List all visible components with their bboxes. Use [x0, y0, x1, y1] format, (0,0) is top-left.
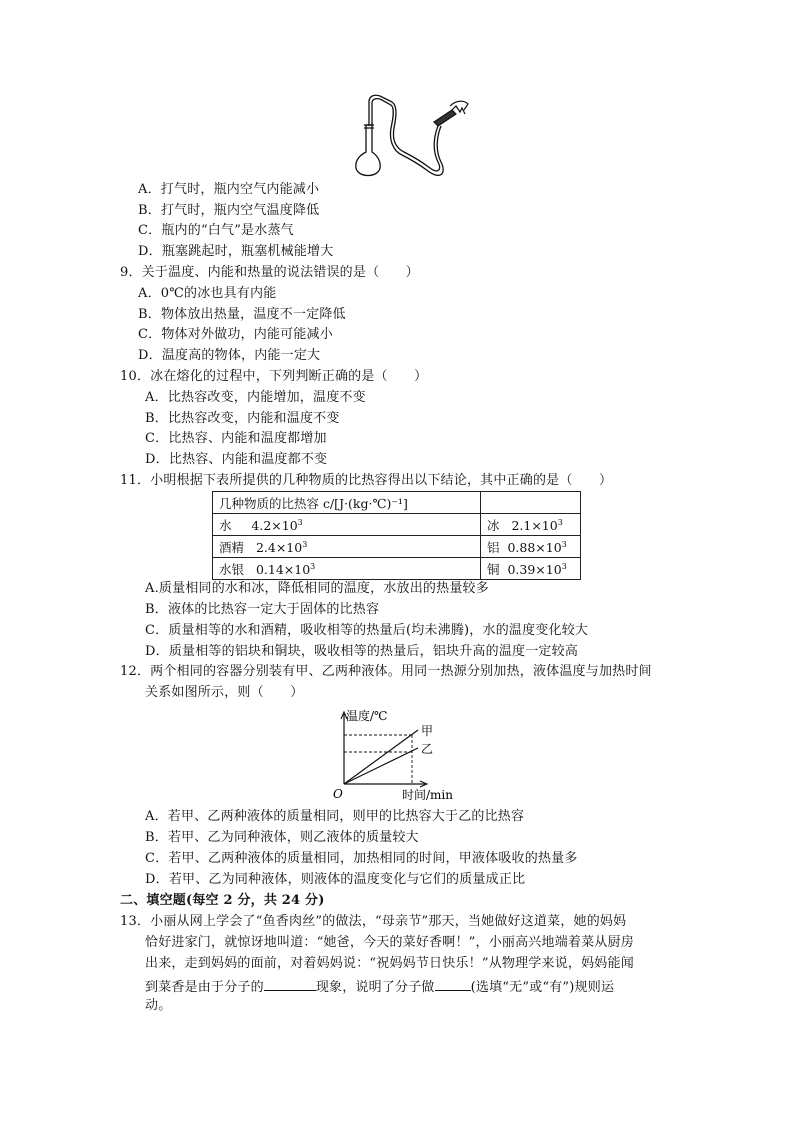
q13-line4-part2: 现象，说明了分子做 — [315, 980, 435, 995]
q11-stem: 11．小明根据下表所提供的几种物质的比热容得出以下结论，其中正确的是（ ） — [120, 473, 613, 488]
q9-option-a: A．0℃的冰也具有内能 — [138, 286, 277, 301]
q9-option-c: C．物体对外做功，内能可能减小 — [138, 327, 333, 342]
table-cell — [213, 536, 481, 558]
q12-stem-line1: 12．两个相同的容器分别装有甲、乙两种液体。用同一热源分别加热，液体温度与加热时间 — [120, 664, 652, 679]
q10-stem: 10．冰在熔化的过程中，下列判断正确的是（ ） — [120, 369, 428, 384]
y-axis-label: 温度/℃ — [346, 709, 388, 723]
table-cell — [213, 558, 481, 580]
section-title: 二、填空题(每空 2 分，共 24 分) — [120, 893, 325, 908]
substance-name: 水银 — [219, 561, 245, 577]
q13-line2: 恰好进家门，就惊讶地叫道：“她爸，今天的菜好香啊！”，小丽高兴地端着菜从厨房 — [145, 935, 634, 950]
table-row — [213, 558, 581, 580]
q11-option-c: C．质量相等的水和酒精，吸收相等的热量后(均未沸腾)，水的温度变化较大 — [145, 623, 589, 638]
q12-option-b: B．若甲、乙为同种液体，则乙液体的质量较大 — [145, 830, 419, 845]
table-cell — [481, 536, 581, 558]
q12-option-d: D．若甲、乙为同种液体，则液体的温度变化与它们的质量成正比 — [145, 872, 526, 887]
substance-value: 2.1×10 — [511, 517, 558, 533]
answer-blank-2[interactable] — [435, 976, 471, 991]
table-row — [213, 536, 581, 558]
q12-stem-line2: 关系如图所示，则（ ） — [145, 685, 304, 700]
temperature-time-graph — [330, 706, 480, 802]
q12-option-c: C．若甲、乙两种液体的质量相同，加热相同的时间，甲液体吸收的热量多 — [145, 851, 578, 866]
q10-option-b: B．比热容改变，内能和温度不变 — [145, 411, 340, 426]
exponent: 3 — [302, 539, 308, 549]
table-cell — [481, 558, 581, 580]
q13-line1: 13．小丽从网上学会了“鱼香肉丝”的做法，“母亲节”那天，当她做好这道菜，她的妈妈 — [120, 914, 627, 929]
q10-option-a: A．比热容改变，内能增加，温度不变 — [145, 390, 366, 405]
substance-name: 铜 — [487, 561, 500, 577]
substance-value: 0.88×10 — [507, 539, 562, 555]
q8-option-d: D．瓶塞跳起时，瓶塞机械能增大 — [138, 244, 334, 259]
x-axis-label: 时间/min — [402, 788, 453, 802]
q13-line4-part1: 到菜香是由于分子的 — [145, 980, 264, 995]
exponent: 3 — [561, 561, 567, 571]
exponent: 3 — [297, 517, 303, 527]
q13-line3: 出来，走到妈妈的面前，对着妈妈说：“祝妈妈节日快乐！”从物理学来说，妈妈能闻 — [145, 956, 634, 971]
origin-label: O — [333, 787, 343, 801]
air-pump-icon — [434, 101, 468, 126]
q13-line4-part3: (选填“无”或“有”)规则运 — [470, 980, 615, 995]
q8-option-c: C．瓶内的“白气”是水蒸气 — [138, 223, 294, 238]
flask-pump-figure — [352, 92, 472, 182]
q8-option-b: B．打气时，瓶内空气温度降低 — [138, 203, 320, 218]
series-line-yi — [344, 748, 418, 784]
q12-option-a: A．若甲、乙两种液体的质量相同，则甲的比热容大于乙的比热容 — [145, 809, 525, 824]
series-label-yi: 乙 — [421, 742, 434, 756]
exponent: 3 — [561, 539, 567, 549]
q10-option-d: D．比热容、内能和温度都不变 — [145, 452, 328, 467]
substance-name: 冰 — [487, 517, 500, 533]
substance-name: 铝 — [487, 539, 500, 555]
q11-option-b: B．液体的比热容一定大于固体的比热容 — [145, 602, 380, 617]
substance-value: 0.39×10 — [507, 561, 562, 577]
substance-value: 2.4×10 — [255, 539, 303, 555]
answer-blank-1[interactable] — [264, 976, 316, 991]
substance-value: 4.2×10 — [251, 517, 298, 533]
q9-option-d: D．温度高的物体，内能一定大 — [138, 348, 321, 363]
table-header: 几种物质的比热容 c/[J·(kg·℃)⁻¹] — [213, 492, 481, 514]
q11-option-a: A.质量相同的水和冰，降低相同的温度，水放出的热量较多 — [145, 581, 489, 596]
table-cell — [213, 514, 481, 536]
table-header-empty — [481, 492, 581, 514]
flask-icon — [356, 125, 380, 176]
q9-option-b: B．物体放出热量，温度不一定降低 — [138, 307, 346, 322]
substance-name: 水 — [219, 517, 232, 533]
exponent: 3 — [557, 517, 563, 527]
series-line-jia — [344, 730, 418, 784]
q13-line4 — [145, 976, 614, 997]
table-header-row — [213, 492, 581, 514]
q13-line5: 动。 — [145, 998, 172, 1013]
series-label-jia: 甲 — [421, 724, 434, 738]
table-cell — [481, 514, 581, 536]
specific-heat-table — [212, 491, 581, 580]
exponent: 3 — [310, 561, 316, 571]
q10-option-c: C．比热容、内能和温度都增加 — [145, 431, 327, 446]
q11-option-d: D．质量相等的铝块和铜块，吸收相等的热量后，铝块升高的温度一定较高 — [145, 644, 579, 659]
substance-name: 酒精 — [219, 539, 245, 555]
q8-option-a: A．打气时，瓶内空气内能减小 — [138, 182, 320, 197]
q9-stem: 9．关于温度、内能和热量的说法错误的是（ ） — [120, 265, 419, 280]
table-row — [213, 514, 581, 536]
substance-value: 0.14×10 — [255, 561, 311, 577]
